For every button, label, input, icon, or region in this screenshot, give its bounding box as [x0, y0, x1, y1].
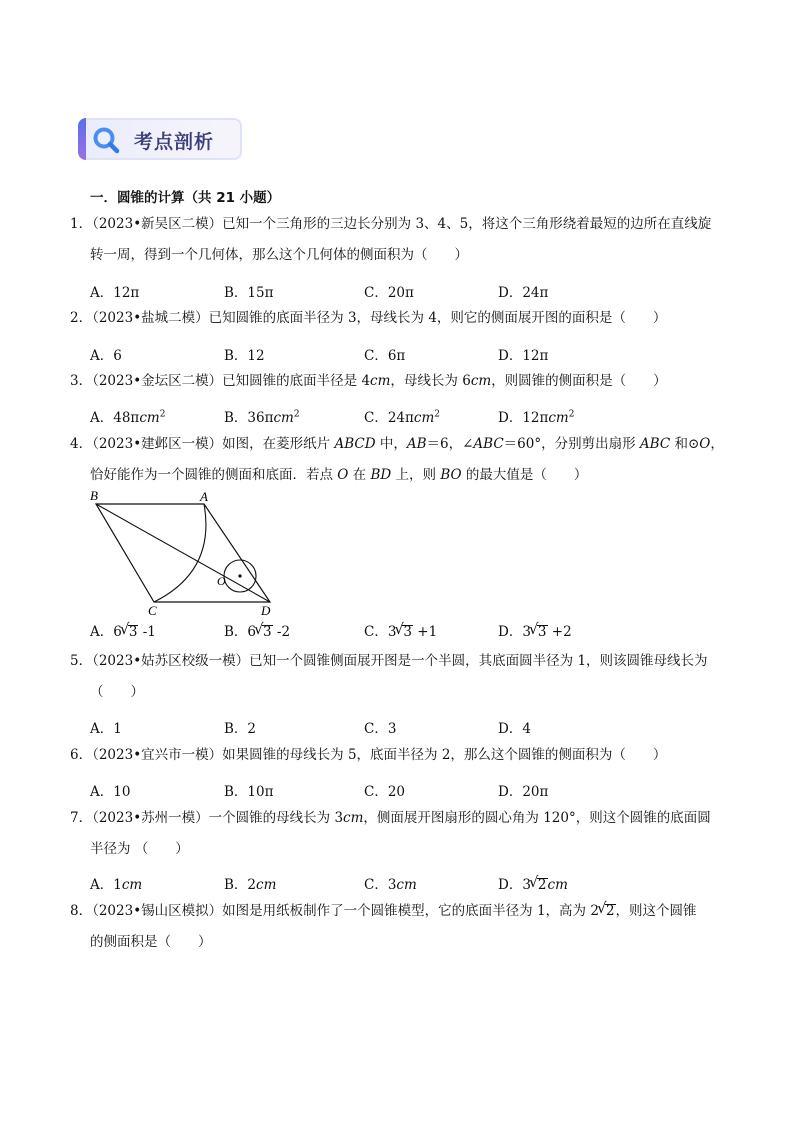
option-text: A．6 — [90, 624, 122, 640]
diagonal-bd — [96, 504, 270, 602]
options-5 — [90, 717, 710, 739]
option-d[interactable] — [498, 620, 572, 640]
question-number: 5． — [70, 653, 93, 669]
label-b: B — [90, 488, 98, 503]
option-b[interactable] — [224, 620, 290, 640]
badge-title: 考点剖析 — [134, 131, 215, 153]
radical: √ 2 — [605, 904, 616, 918]
options-1 — [90, 281, 710, 303]
unit: cm — [273, 410, 294, 426]
question-text: ，侧面展开图扇形的圆心角为 120°，则这个圆锥的底面圆 — [363, 810, 711, 826]
radical: √ 3 — [262, 625, 273, 639]
question-number: 2． — [70, 310, 93, 326]
question-text: （ ） — [90, 684, 144, 700]
option-text: C．3 — [364, 877, 397, 893]
option-b[interactable] — [224, 406, 300, 426]
option-a[interactable] — [90, 406, 165, 426]
option-b[interactable]: B．10π — [224, 784, 274, 800]
math-var: BD — [370, 467, 392, 483]
options-6 — [90, 780, 710, 802]
question-3 — [70, 366, 748, 397]
option-text: A．48π — [90, 410, 140, 426]
option-d[interactable]: D．20π — [498, 784, 549, 800]
question-text: （2023•新吴区二模）已知一个三角形的三边长分别为 3、4、5，将这个三角形绕着最短的边所在直线旋 — [92, 216, 712, 232]
option-b[interactable] — [224, 873, 276, 893]
option-c[interactable]: C．20 — [364, 784, 406, 800]
question-4 — [70, 429, 748, 491]
option-c[interactable] — [364, 406, 440, 426]
option-a[interactable]: A．6 — [90, 348, 122, 364]
question-text: ，则这个圆锥 — [615, 903, 697, 919]
option-a[interactable] — [90, 620, 156, 640]
question-text: 中， — [375, 436, 407, 452]
unit: cm — [139, 410, 160, 426]
option-a[interactable]: A．1 — [90, 721, 122, 737]
unit: cm — [547, 877, 568, 893]
math-var: ABC — [639, 436, 671, 452]
question-5 — [70, 646, 748, 708]
radical: √ 3 — [128, 625, 139, 639]
option-d[interactable]: D．12π — [498, 348, 549, 364]
exponent: 2 — [293, 409, 300, 420]
options-7 — [90, 873, 710, 895]
section-heading: 一．圆锥的计算（共 21 小题） — [90, 190, 281, 206]
question-6 — [70, 740, 748, 771]
question-text: 的最大值是（ ） — [461, 467, 588, 483]
question-text: （2023•盐城二模）已知圆锥的底面半径为 3，母线长为 4，则它的侧面展开图的面积是（ ） — [92, 310, 667, 326]
center-o — [238, 574, 241, 577]
options-4 — [90, 620, 710, 642]
question-text: （2023•建邺区一模）如图，在菱形纸片 — [92, 436, 335, 452]
option-c[interactable]: C．20π — [364, 285, 414, 301]
math-var: ABC — [473, 436, 504, 452]
question-text: ，母线长为 6 — [390, 373, 471, 389]
math-var: AB — [406, 436, 427, 452]
options-3 — [90, 406, 710, 428]
option-c[interactable]: C．3 — [364, 721, 397, 737]
option-text: C．24π — [364, 410, 414, 426]
question-number: 1． — [70, 216, 93, 232]
math-var: BO — [440, 467, 462, 483]
magnifier-icon — [92, 126, 120, 154]
label-a: A — [200, 489, 208, 504]
option-d[interactable]: D．4 — [498, 721, 531, 737]
option-b[interactable]: B．12 — [224, 348, 265, 364]
label-d: D — [261, 603, 271, 616]
option-a[interactable] — [90, 873, 142, 893]
question-1 — [70, 209, 748, 271]
question-text: 恰好能作为一个圆锥的侧面和底面．若点 — [90, 467, 338, 483]
option-text: D．12π — [498, 410, 549, 426]
option-text: -2 — [272, 624, 291, 640]
question-2 — [70, 303, 748, 334]
question-8 — [70, 896, 748, 958]
option-text: C．3 — [364, 624, 397, 640]
question-text: 的侧面积是（ ） — [90, 934, 212, 950]
option-text: B．36π — [224, 410, 274, 426]
question-number: 3． — [70, 373, 93, 389]
option-c[interactable] — [364, 620, 437, 640]
question-7 — [70, 803, 748, 865]
question-text: 上，则 — [391, 467, 441, 483]
question-number: 8． — [70, 903, 93, 919]
question-text: （2023•宜兴市一模）如果圆锥的母线长为 5，底面半径为 2，那么这个圆锥的侧面积为（ ） — [92, 747, 667, 763]
radical: √ 3 — [402, 625, 413, 639]
question-number: 7． — [70, 810, 93, 826]
option-b[interactable]: B．2 — [224, 721, 257, 737]
option-text: +1 — [413, 624, 438, 640]
question-number: 4． — [70, 436, 93, 452]
unit: cm — [370, 373, 391, 389]
question-text: （2023•苏州一模）一个圆锥的母线长为 3 — [92, 810, 344, 826]
label-c: C — [148, 603, 157, 616]
exponent: 2 — [434, 409, 440, 420]
option-text: B．2 — [224, 877, 257, 893]
question-text: （2023•锡山区模拟）如图是用纸板制作了一个圆锥模型，它的底面半径为 1，高为 2 — [92, 903, 599, 919]
option-a[interactable]: A．10 — [90, 784, 131, 800]
option-d[interactable]: D．24π — [498, 285, 549, 301]
question-text: ， — [710, 436, 724, 452]
option-b[interactable]: B．15π — [224, 285, 274, 301]
option-text: A．1 — [90, 877, 122, 893]
unit: cm — [548, 410, 569, 426]
option-text: D．3 — [498, 877, 531, 893]
unit: cm — [413, 410, 435, 426]
math-var: O — [699, 436, 711, 452]
option-c[interactable] — [364, 873, 417, 893]
math-var: O — [337, 467, 349, 483]
option-text: B．6 — [224, 624, 257, 640]
exponent: 2 — [159, 409, 166, 420]
question-text: 和⊙ — [670, 436, 700, 452]
question-text: ，则圆锥的侧面积是（ ） — [491, 373, 667, 389]
label-o: O — [217, 574, 226, 588]
option-text: +2 — [547, 624, 572, 640]
question-text: 转一周，得到一个几何体，那么这个几何体的侧面积为（ ） — [90, 247, 468, 263]
badge-strip — [78, 118, 86, 160]
radical: √ 2 — [537, 878, 548, 892]
options-2 — [90, 344, 710, 366]
radical: √ 3 — [537, 625, 548, 639]
question-text: ＝6，∠ — [426, 436, 474, 452]
option-c[interactable]: C．6π — [364, 348, 406, 364]
option-d[interactable] — [498, 406, 574, 426]
section-badge — [78, 118, 242, 160]
unit: cm — [121, 877, 143, 893]
sector-arc — [154, 504, 206, 602]
question-text: （2023•金坛区二模）已知圆锥的底面半径是 4 — [92, 373, 371, 389]
unit: cm — [256, 877, 277, 893]
option-a[interactable]: A．12π — [90, 285, 140, 301]
exponent: 2 — [568, 409, 575, 420]
question-text: 半径为 （ ） — [90, 841, 189, 857]
math-var: ABCD — [334, 436, 376, 452]
option-text: D．3 — [498, 624, 531, 640]
question-text: （2023•姑苏区校级一模）已知一个圆锥侧面展开图是一个半圆，其底面圆半径为 1，则该圆锥母线长为 — [92, 653, 708, 669]
unit: cm — [396, 877, 417, 893]
question-number: 6． — [70, 747, 93, 763]
question-text: 在 — [348, 467, 371, 483]
question-text: ＝60°，分别剪出扇形 — [503, 436, 640, 452]
option-text: -1 — [138, 624, 156, 640]
unit: cm — [343, 810, 364, 826]
rhombus-figure — [86, 486, 286, 616]
option-d[interactable] — [498, 873, 568, 893]
unit: cm — [470, 373, 492, 389]
